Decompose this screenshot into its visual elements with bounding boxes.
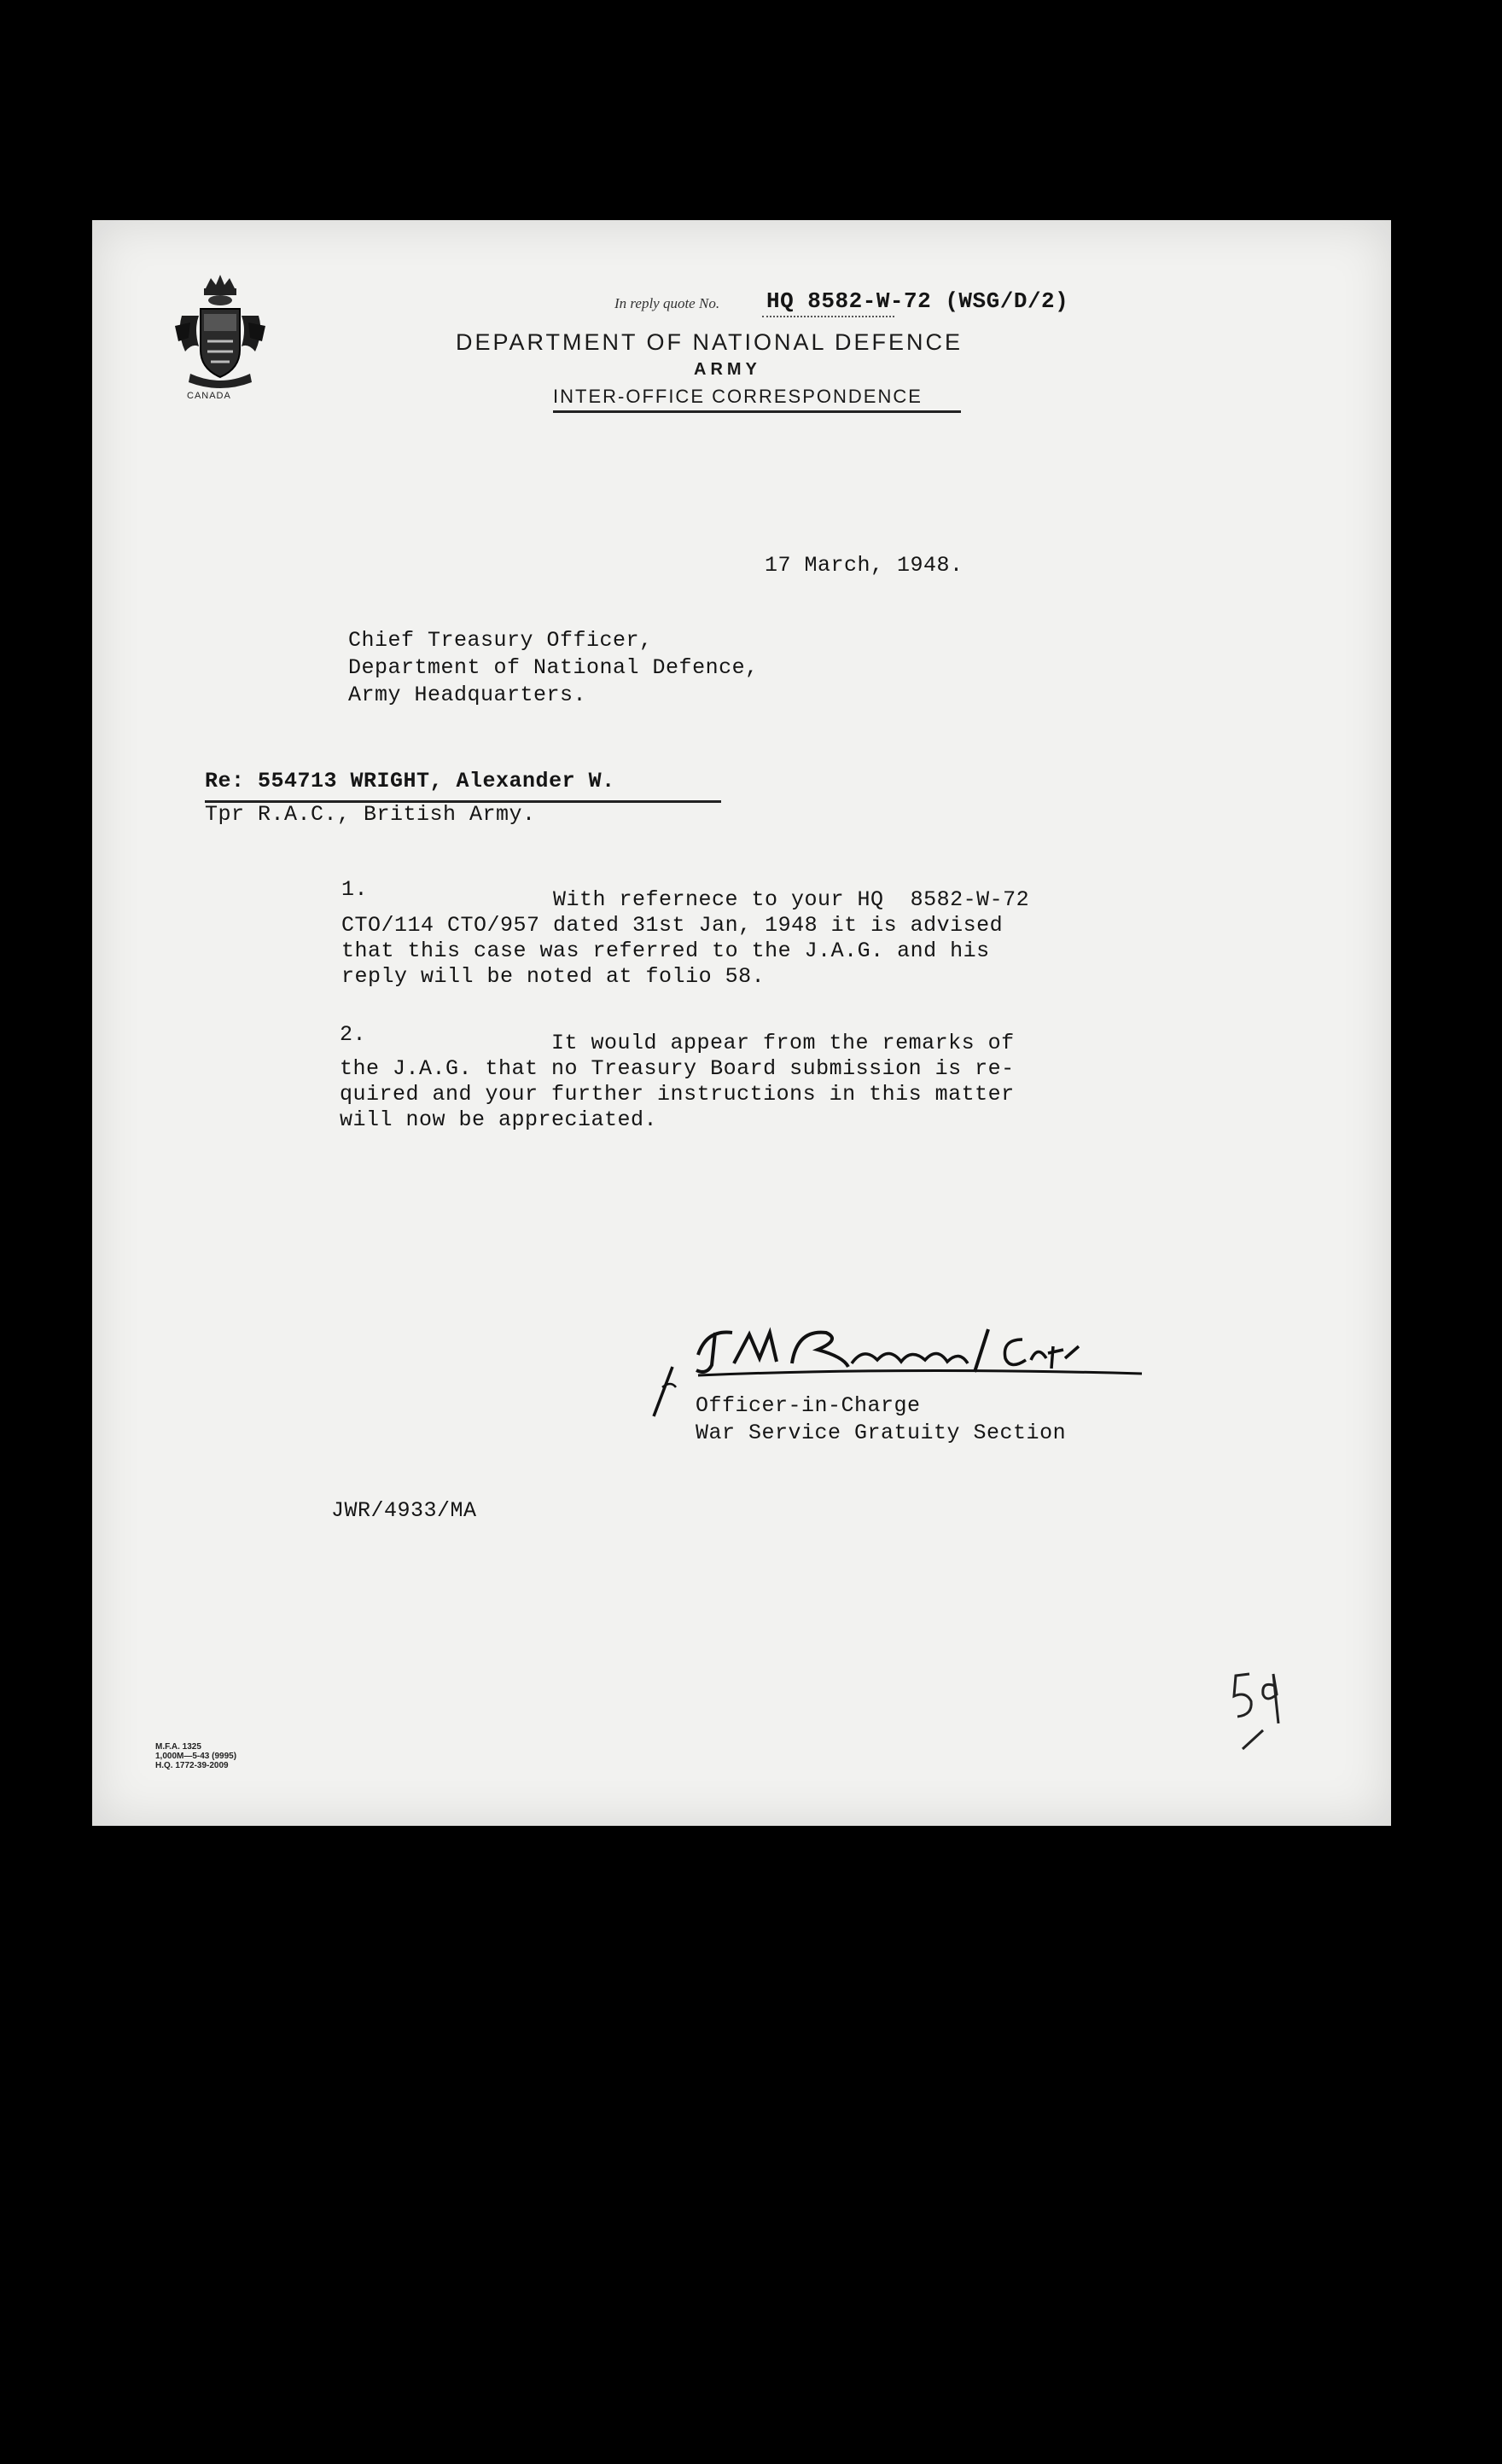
form-number-line-2: 1,000M—5-43 (9995) bbox=[155, 1752, 237, 1761]
form-number-line-1: M.F.A. 1325 bbox=[155, 1742, 201, 1752]
handwritten-signature bbox=[681, 1321, 1159, 1380]
department-title: DEPARTMENT OF NATIONAL DEFENCE bbox=[456, 329, 963, 355]
paragraph-2-line-1: It would appear from the remarks of bbox=[551, 1031, 1015, 1055]
canada-crest-icon bbox=[173, 273, 267, 410]
subject-line-2: Tpr R.A.C., British Army. bbox=[205, 802, 536, 827]
per-mark bbox=[647, 1362, 681, 1421]
document-page bbox=[92, 220, 1391, 1826]
subject-line-1: Re: 554713 WRIGHT, Alexander W. bbox=[205, 769, 615, 793]
paragraph-2-line-4: will now be appreciated. bbox=[340, 1107, 658, 1132]
paragraph-1-line-1: With refernece to your HQ 8582-W-72 bbox=[553, 887, 1030, 912]
reference-initials: JWR/4933/MA bbox=[331, 1498, 477, 1523]
signatory-title: Officer-in-Charge bbox=[696, 1393, 921, 1418]
reply-reference-number: HQ 8582-W-72 (WSG/D/2) bbox=[766, 288, 1069, 314]
signatory-section: War Service Gratuity Section bbox=[696, 1421, 1067, 1445]
form-number-line-3: H.Q. 1772-39-2009 bbox=[155, 1761, 229, 1770]
addressee-line-1: Chief Treasury Officer, bbox=[348, 628, 653, 653]
paragraph-2-number: 2. bbox=[340, 1022, 367, 1047]
paragraph-2-line-2: the J.A.G. that no Treasury Board submission is re- bbox=[340, 1056, 1015, 1081]
paragraph-1-line-2: CTO/114 CTO/957 dated 31st Jan, 1948 it is advised bbox=[341, 913, 1004, 938]
folio-number bbox=[1227, 1662, 1287, 1756]
crest-label: CANADA bbox=[187, 391, 231, 401]
branch-title: ARMY bbox=[694, 360, 761, 379]
paragraph-1-line-3: that this case was referred to the J.A.G. and his bbox=[341, 939, 990, 963]
addressee-line-2: Department of National Defence, bbox=[348, 655, 759, 680]
reply-quote-label: In reply quote No. bbox=[614, 295, 720, 311]
reply-dotted-line bbox=[762, 316, 894, 317]
paragraph-1-line-4: reply will be noted at folio 58. bbox=[341, 964, 766, 989]
letter-date: 17 March, 1948. bbox=[765, 553, 963, 578]
correspondence-type: INTER-OFFICE CORRESPONDENCE bbox=[553, 386, 961, 413]
paragraph-2-line-3: quired and your further instructions in this matter bbox=[340, 1082, 1015, 1107]
paragraph-1-number: 1. bbox=[341, 877, 369, 902]
addressee-line-3: Army Headquarters. bbox=[348, 683, 587, 707]
